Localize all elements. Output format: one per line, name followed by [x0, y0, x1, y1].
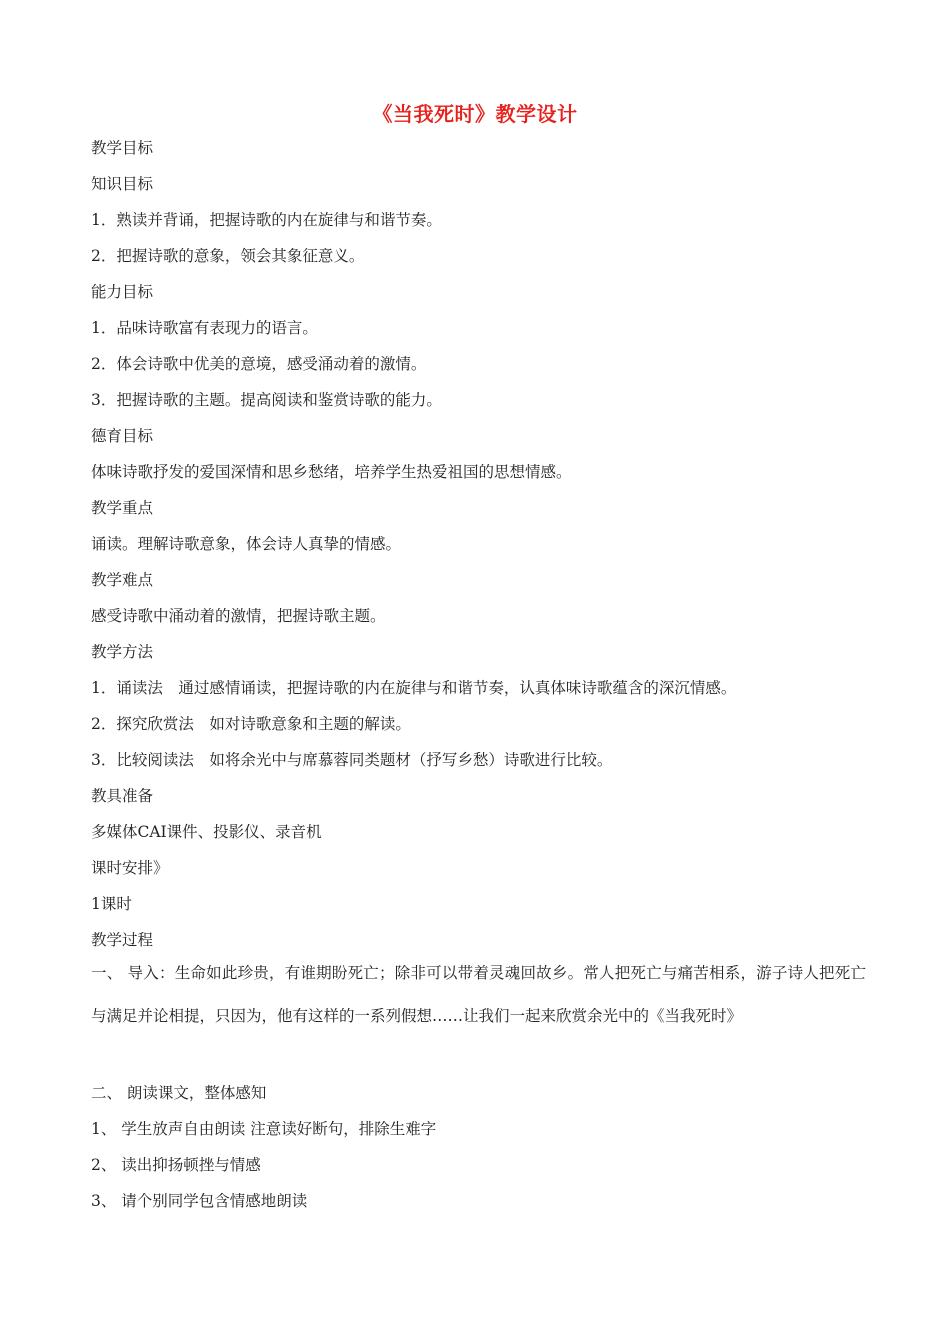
list-item: 3．把握诗歌的主题。提高阅读和鉴赏诗歌的能力。 — [91, 391, 442, 409]
section-heading-key-points: 教学重点 — [91, 499, 154, 517]
list-item: 2．体会诗歌中优美的意境，感受涌动着的激情。 — [91, 355, 427, 373]
body-text: 多媒体CAI课件、投影仪、录音机 — [91, 823, 322, 841]
section-heading-teaching-goals: 教学目标 — [91, 139, 154, 157]
list-item: 1、 学生放声自由朗读 注意读好断句，排除生难字 — [91, 1120, 437, 1138]
section-heading-process: 教学过程 — [91, 931, 154, 949]
list-item: 1．熟读并背诵，把握诗歌的内在旋律与和谐节奏。 — [91, 211, 442, 229]
body-text: 诵读。理解诗歌意象，体会诗人真挚的情感。 — [91, 535, 402, 553]
intro-paragraph: 一、 导入：生命如此珍贵，有谁期盼死亡；除非可以带着灵魂回故乡。常人把死亡与痛苦相系，游子诗人把死亡与满足并论相提，只因为，他有这样的一系列假想……让我们一起来欣赏余光中的《当我死时》 — [91, 964, 866, 1025]
body-text: 体味诗歌抒发的爱国深情和思乡愁绪，培养学生热爱祖国的思想情感。 — [91, 463, 572, 481]
list-item: 3、 请个别同学包含情感地朗读 — [91, 1192, 308, 1210]
section-heading-materials: 教具准备 — [91, 787, 154, 805]
list-item: 1．品味诗歌富有表现力的语言。 — [91, 319, 318, 337]
list-item: 3．比较阅读法 如将余光中与席慕蓉同类题材（抒写乡愁）诗歌进行比较。 — [91, 751, 613, 769]
list-item: 二、 朗读课文，整体感知 — [91, 1084, 267, 1102]
list-item: 2、 读出抑扬顿挫与情感 — [91, 1156, 261, 1174]
subheading-knowledge-goals: 知识目标 — [91, 175, 154, 193]
subheading-moral-goals: 德育目标 — [91, 427, 154, 445]
list-item: 2．探究欣赏法 如对诗歌意象和主题的解读。 — [91, 715, 411, 733]
body-text: 感受诗歌中涌动着的激情，把握诗歌主题。 — [91, 607, 386, 625]
subheading-ability-goals: 能力目标 — [91, 283, 154, 301]
section-heading-difficulties: 教学难点 — [91, 571, 154, 589]
body-text: 1课时 — [91, 895, 132, 913]
list-item: 1．诵读法 通过感情诵读，把握诗歌的内在旋律与和谐节奏，认真体味诗歌蕴含的深沉情感。 — [91, 679, 737, 697]
list-item: 2．把握诗歌的意象，领会其象征意义。 — [91, 247, 365, 265]
section-heading-schedule: 课时安排》 — [91, 859, 169, 877]
document-title: 《当我死时》教学设计 — [372, 102, 578, 126]
section-heading-methods: 教学方法 — [91, 643, 154, 661]
